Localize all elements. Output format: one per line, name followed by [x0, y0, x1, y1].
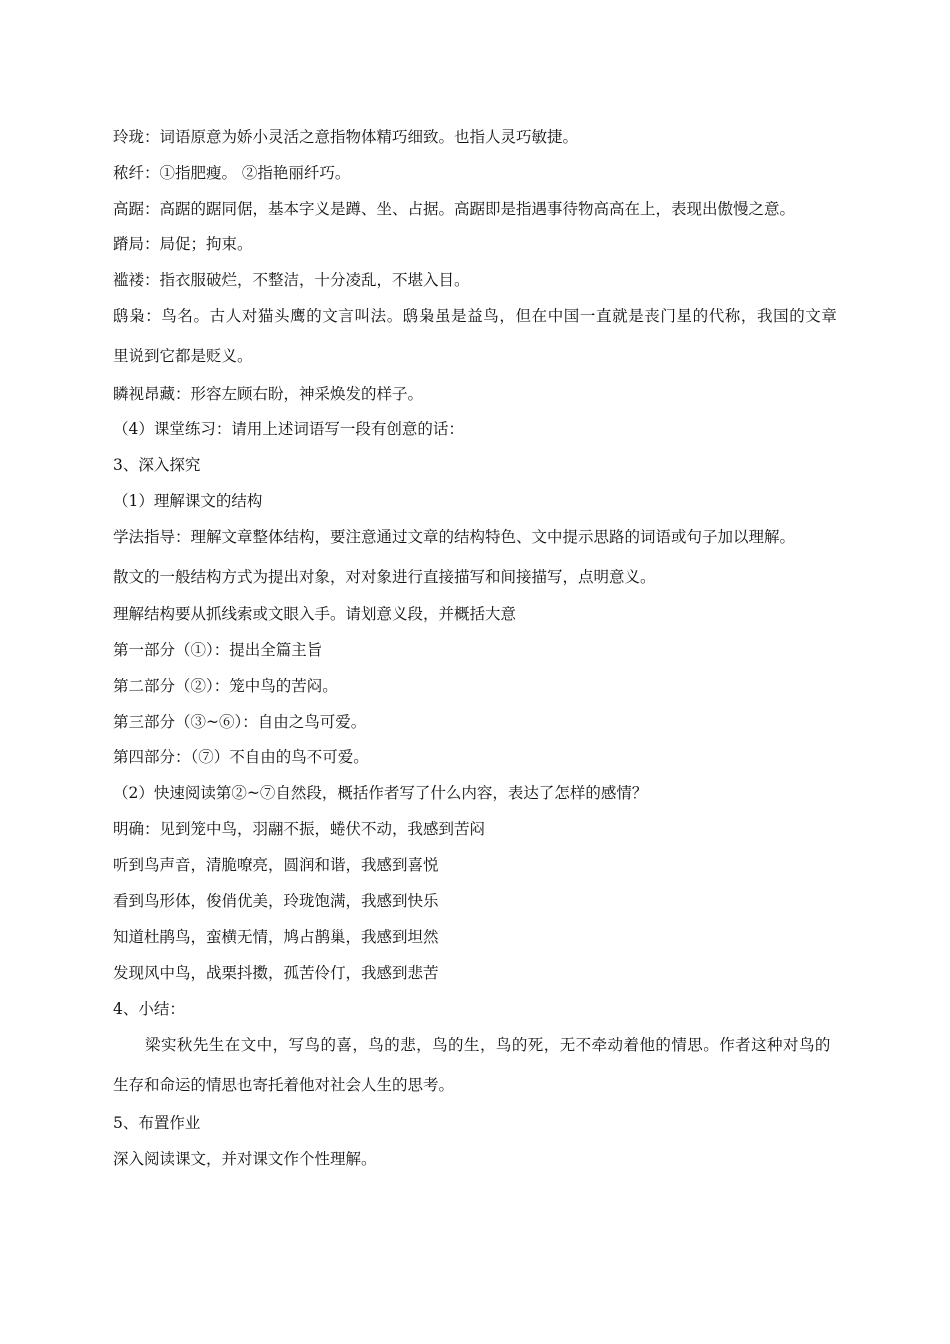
text-line: 理解结构要从抓线索或文眼入手。请划意义段，并概括大意 [113, 605, 517, 623]
text-line: 知道杜鹃鸟，蛮横无情，鸠占鹊巢，我感到坦然 [113, 928, 439, 946]
section-heading: 4、小结： [113, 1000, 185, 1018]
text-line: （4）课堂练习：请用上述词语写一段有创意的话： [113, 420, 464, 438]
text-line: 玲珑：词语原意为娇小灵活之意指物体精巧细致。也指人灵巧敏捷。 [113, 128, 579, 146]
text-line: 蹐局：局促；拘束。 [113, 235, 253, 253]
text-line: 听到鸟声音，清脆嘹亮，圆润和谐，我感到喜悦 [113, 856, 439, 874]
text-line: 第一部分（①）：提出全篇主旨 [113, 641, 323, 659]
text-line: 鸱枭：鸟名。古人对猫头鹰的文言叫法。鸱枭虽是益鸟，但在中国一直就是丧门星的代称，我国的文章 [113, 307, 838, 325]
text-line: （2）快速阅读第②~⑦自然段，概括作者写了什么内容，表达了怎样的感情？ [113, 784, 648, 802]
text-line: 瞵视昂藏：形容左顾右盼，神采焕发的样子。 [113, 385, 424, 403]
text-line: 第三部分（③~⑥）：自由之鸟可爱。 [113, 713, 367, 731]
text-line: 散文的一般结构方式为提出对象，对对象进行直接描写和间接描写，点明意义。 [113, 568, 656, 586]
text-line: 深入阅读课文，并对课文作个性理解。 [113, 1150, 377, 1168]
text-line: 里说到它都是贬义。 [113, 347, 253, 365]
text-line: （1）理解课文的结构 [113, 492, 263, 510]
text-line: 秾纤：①指肥瘦。 ②指艳丽纤巧。 [113, 164, 351, 182]
text-line: 生存和命运的情思也寄托着他对社会人生的思考。 [113, 1076, 455, 1094]
text-line: 褴褛：指衣服破烂，不整洁，十分凌乱，不堪入目。 [113, 271, 470, 289]
text-line: 第四部分：（⑦）不自由的鸟不可爱。 [113, 748, 369, 766]
text-line: 学法指导：理解文章整体结构，要注意通过文章的结构特色、文中提示思路的词语或句子加以理解。 [113, 528, 796, 546]
section-heading: 3、深入探究 [113, 456, 201, 474]
text-line: 看到鸟形体，俊俏优美，玲珑饱满，我感到快乐 [113, 892, 439, 910]
text-line: 明确：见到笼中鸟，羽翮不振，蜷伏不动，我感到苦闷 [113, 820, 486, 838]
section-heading: 5、布置作业 [113, 1114, 201, 1132]
text-line: 高踞：高踞的踞同倨，基本字义是蹲、坐、占据。高踞即是指遇事待物高高在上，表现出傲慢之意。 [113, 200, 796, 218]
text-line: 发现风中鸟，战栗抖擞，孤苦伶仃，我感到悲苦 [113, 964, 439, 982]
text-line: 梁实秋先生在文中，写鸟的喜，鸟的悲，鸟的生，鸟的死，无不牵动着他的情思。作者这种对鸟的 [145, 1036, 831, 1054]
text-line: 第二部分（②）：笼中鸟的苦闷。 [113, 677, 338, 695]
